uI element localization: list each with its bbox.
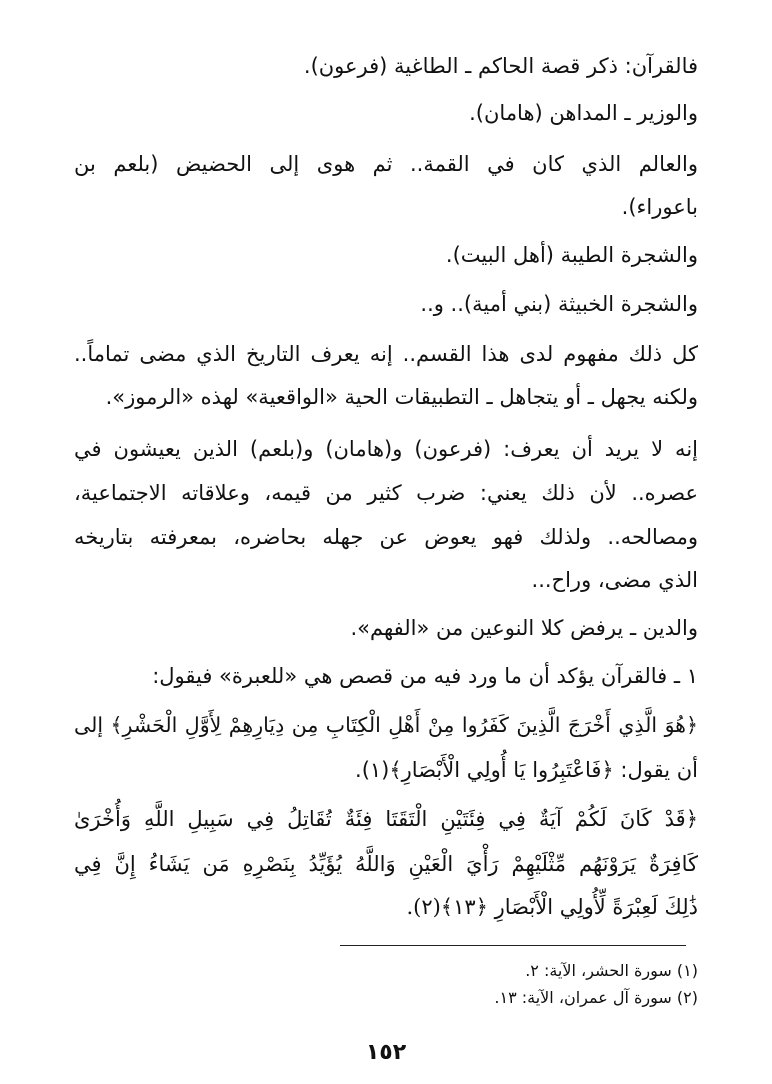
footnote: (١) سورة الحشر، الآية: ٢. (525, 961, 698, 980)
text-line: ومصالحه.. ولذلك فهو يعوض عن جهله بحاضره، بمعرفته بتاريخه (74, 525, 698, 549)
footnote-divider (340, 945, 686, 946)
quran-verse-line: كَافِرَةٌ يَرَوْنَهُم مِّثْلَيْهِمْ رَأْيَ الْعَيْنِ وَاللَّهُ يُؤَيِّدُ بِنَصْرِهِ مَن يَشَاءُ إِنَّ فِي (74, 852, 698, 876)
page-number: ١٥٢ (365, 1040, 407, 1065)
text-line: باعوراء). (621, 195, 698, 219)
text-line: والوزير ـ المداهن (هامان). (469, 101, 698, 125)
quran-verse-line: ﴿هُوَ الَّذِي أَخْرَجَ الَّذِينَ كَفَرُوا مِنْ أَهْلِ الْكِتَابِ مِن دِيَارِهِمْ لِأَوَّلِ الْحَشْرِ﴾ إلى (74, 713, 698, 737)
text-line: ١ ـ فالقرآن يؤكد أن ما ورد فيه من قصص هي «للعبرة» فيقول: (152, 664, 698, 688)
quran-verse-line: أن يقول: ﴿فَاعْتَبِرُوا يَا أُولِي الْأَبْصَارِ﴾(١). (355, 758, 698, 782)
text-line: فالقرآن: ذكر قصة الحاكم ـ الطاغية (فرعون). (303, 54, 698, 78)
text-line: والشجرة الطيبة (أهل البيت). (445, 243, 698, 267)
text-line: والعالم الذي كان في القمة.. ثم هوى إلى الحضيض (بلعم بن (74, 152, 698, 176)
text-line: كل ذلك مفهوم لدى هذا القسم.. إنه يعرف التاريخ الذي مضى تماماً.. (74, 342, 698, 366)
quran-verse-line: ذَٰلِكَ لَعِبْرَةً لِّأُولِي الْأَبْصَارِ ﴿١٣﴾(٢). (406, 895, 698, 919)
text-line: والشجرة الخبيثة (بني أمية).. و.. (420, 292, 698, 316)
text-line: إنه لا يريد أن يعرف: (فرعون) و(هامان) و(بلعم) الذين يعيشون في (74, 437, 698, 461)
text-line: والدين ـ يرفض كلا النوعين من «الفهم». (350, 616, 698, 640)
text-line: ولكنه يجهل ـ أو يتجاهل ـ التطبيقات الحية «الواقعية» لهذه «الرموز». (105, 385, 698, 409)
text-line: الذي مضى، وراح... (531, 568, 698, 592)
footnote: (٢) سورة آل عمران، الآية: ١٣. (494, 988, 698, 1007)
text-line: عصره.. لأن ذلك يعني: ضرب كثير من قيمه، وعلاقاته الاجتماعية، (74, 481, 698, 505)
quran-verse-line: ﴿قَدْ كَانَ لَكُمْ آيَةٌ فِي فِئَتَيْنِ الْتَقَتَا فِئَةٌ تُقَاتِلُ فِي سَبِيلِ اللَّهِ وَأُخْرَىٰ (74, 807, 698, 831)
